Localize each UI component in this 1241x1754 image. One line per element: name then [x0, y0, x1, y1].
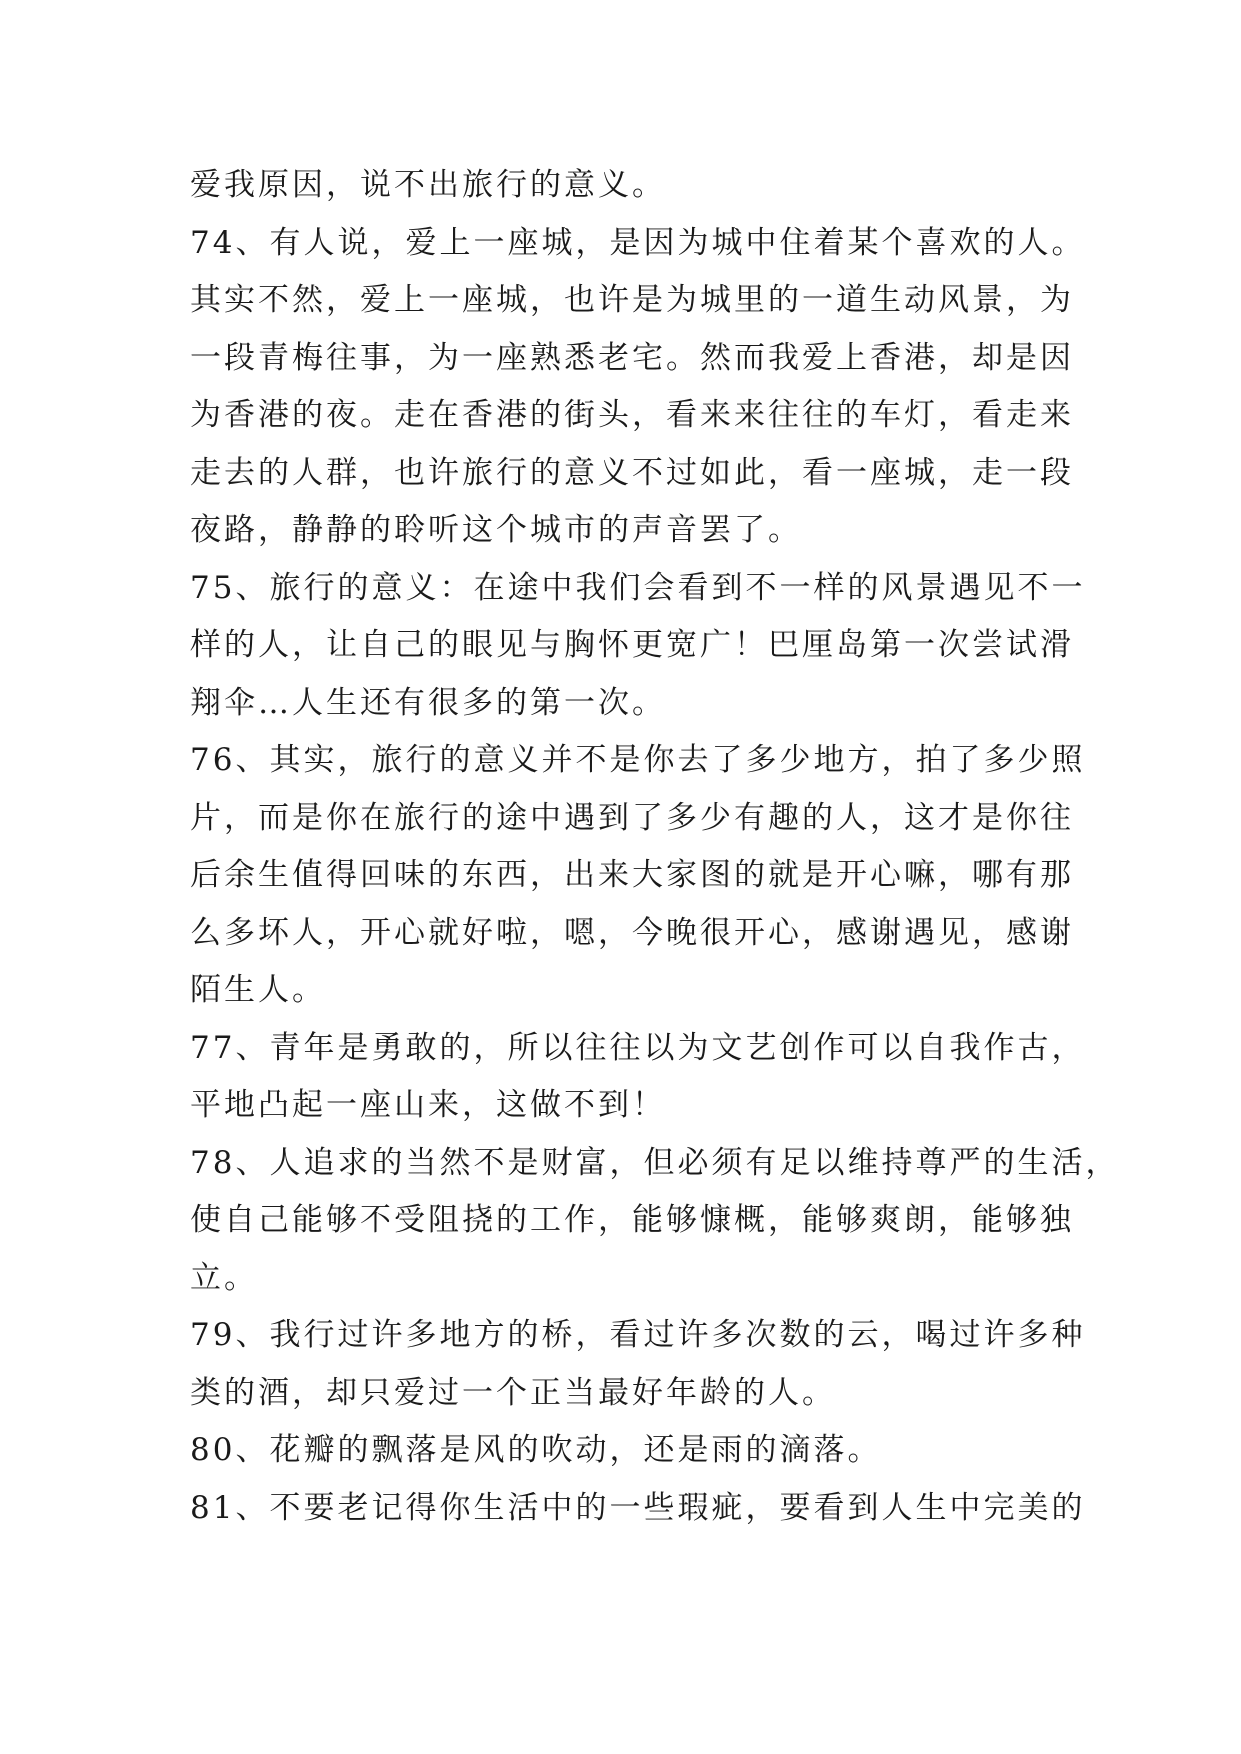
text-line: 80、花瓣的飘落是风的吹动，还是雨的滴落。 — [190, 1432, 882, 1468]
text-line: 使自己能够不受阻挠的工作，能够慷概，能够爽朗，能够独 — [190, 1202, 1074, 1238]
text-line: 为香港的夜。走在香港的街头，看来来往往的车灯，看走来 — [190, 397, 1074, 433]
text-line: 81、不要老记得你生活中的一些瑕疵，要看到人生中完美的 — [190, 1489, 1086, 1526]
text-line: 76、其实，旅行的意义并不是你去了多少地方，拍了多少照 — [190, 742, 1086, 778]
text-line: 翔伞…人生还有很多的第一次。 — [190, 684, 666, 721]
text-line: 77、青年是勇敢的，所以往往以为文艺创作可以自我作古， — [190, 1029, 1086, 1066]
text-line: 片，而是你在旅行的途中遇到了多少有趣的人，这才是你往 — [190, 799, 1074, 836]
text-line: 其实不然，爱上一座城，也许是为城里的一道生动风景，为 — [190, 282, 1074, 318]
text-line: 么多坏人，开心就好啦，嗯，今晚很开心，感谢遇见，感谢 — [190, 914, 1074, 951]
text-line: 陌生人。 — [190, 972, 326, 1008]
text-line: 平地凸起一座山来，这做不到！ — [190, 1087, 666, 1123]
text-line: 一段青梅往事，为一座熟悉老宅。然而我爱上香港，却是因 — [190, 339, 1074, 376]
text-line: 74、有人说，爱上一座城，是因为城中住着某个喜欢的人。 — [190, 224, 1086, 261]
text-line: 爱我原因，说不出旅行的意义。 — [190, 167, 666, 203]
text-line: 立。 — [190, 1259, 258, 1296]
text-line: 78、人追求的当然不是财富，但必须有足以维持尊严的生活， — [190, 1144, 1120, 1181]
text-line: 类的酒，却只爱过一个正当最好年龄的人。 — [190, 1374, 836, 1411]
text-line: 后余生值得回味的东西，出来大家图的就是开心嘛，哪有那 — [190, 857, 1074, 893]
text-line: 75、旅行的意义：在途中我们会看到不一样的风景遇见不一 — [190, 569, 1086, 606]
text-line: 79、我行过许多地方的桥，看过许多次数的云，喝过许多种 — [190, 1317, 1086, 1353]
text-line: 走去的人群，也许旅行的意义不过如此，看一座城，走一段 — [190, 454, 1074, 491]
text-line: 样的人，让自己的眼见与胸怀更宽广！巴厘岛第一次尝试滑 — [190, 627, 1074, 663]
text-line: 夜路，静静的聆听这个城市的声音罢了。 — [190, 512, 802, 548]
document-body — [190, 157, 1120, 1537]
